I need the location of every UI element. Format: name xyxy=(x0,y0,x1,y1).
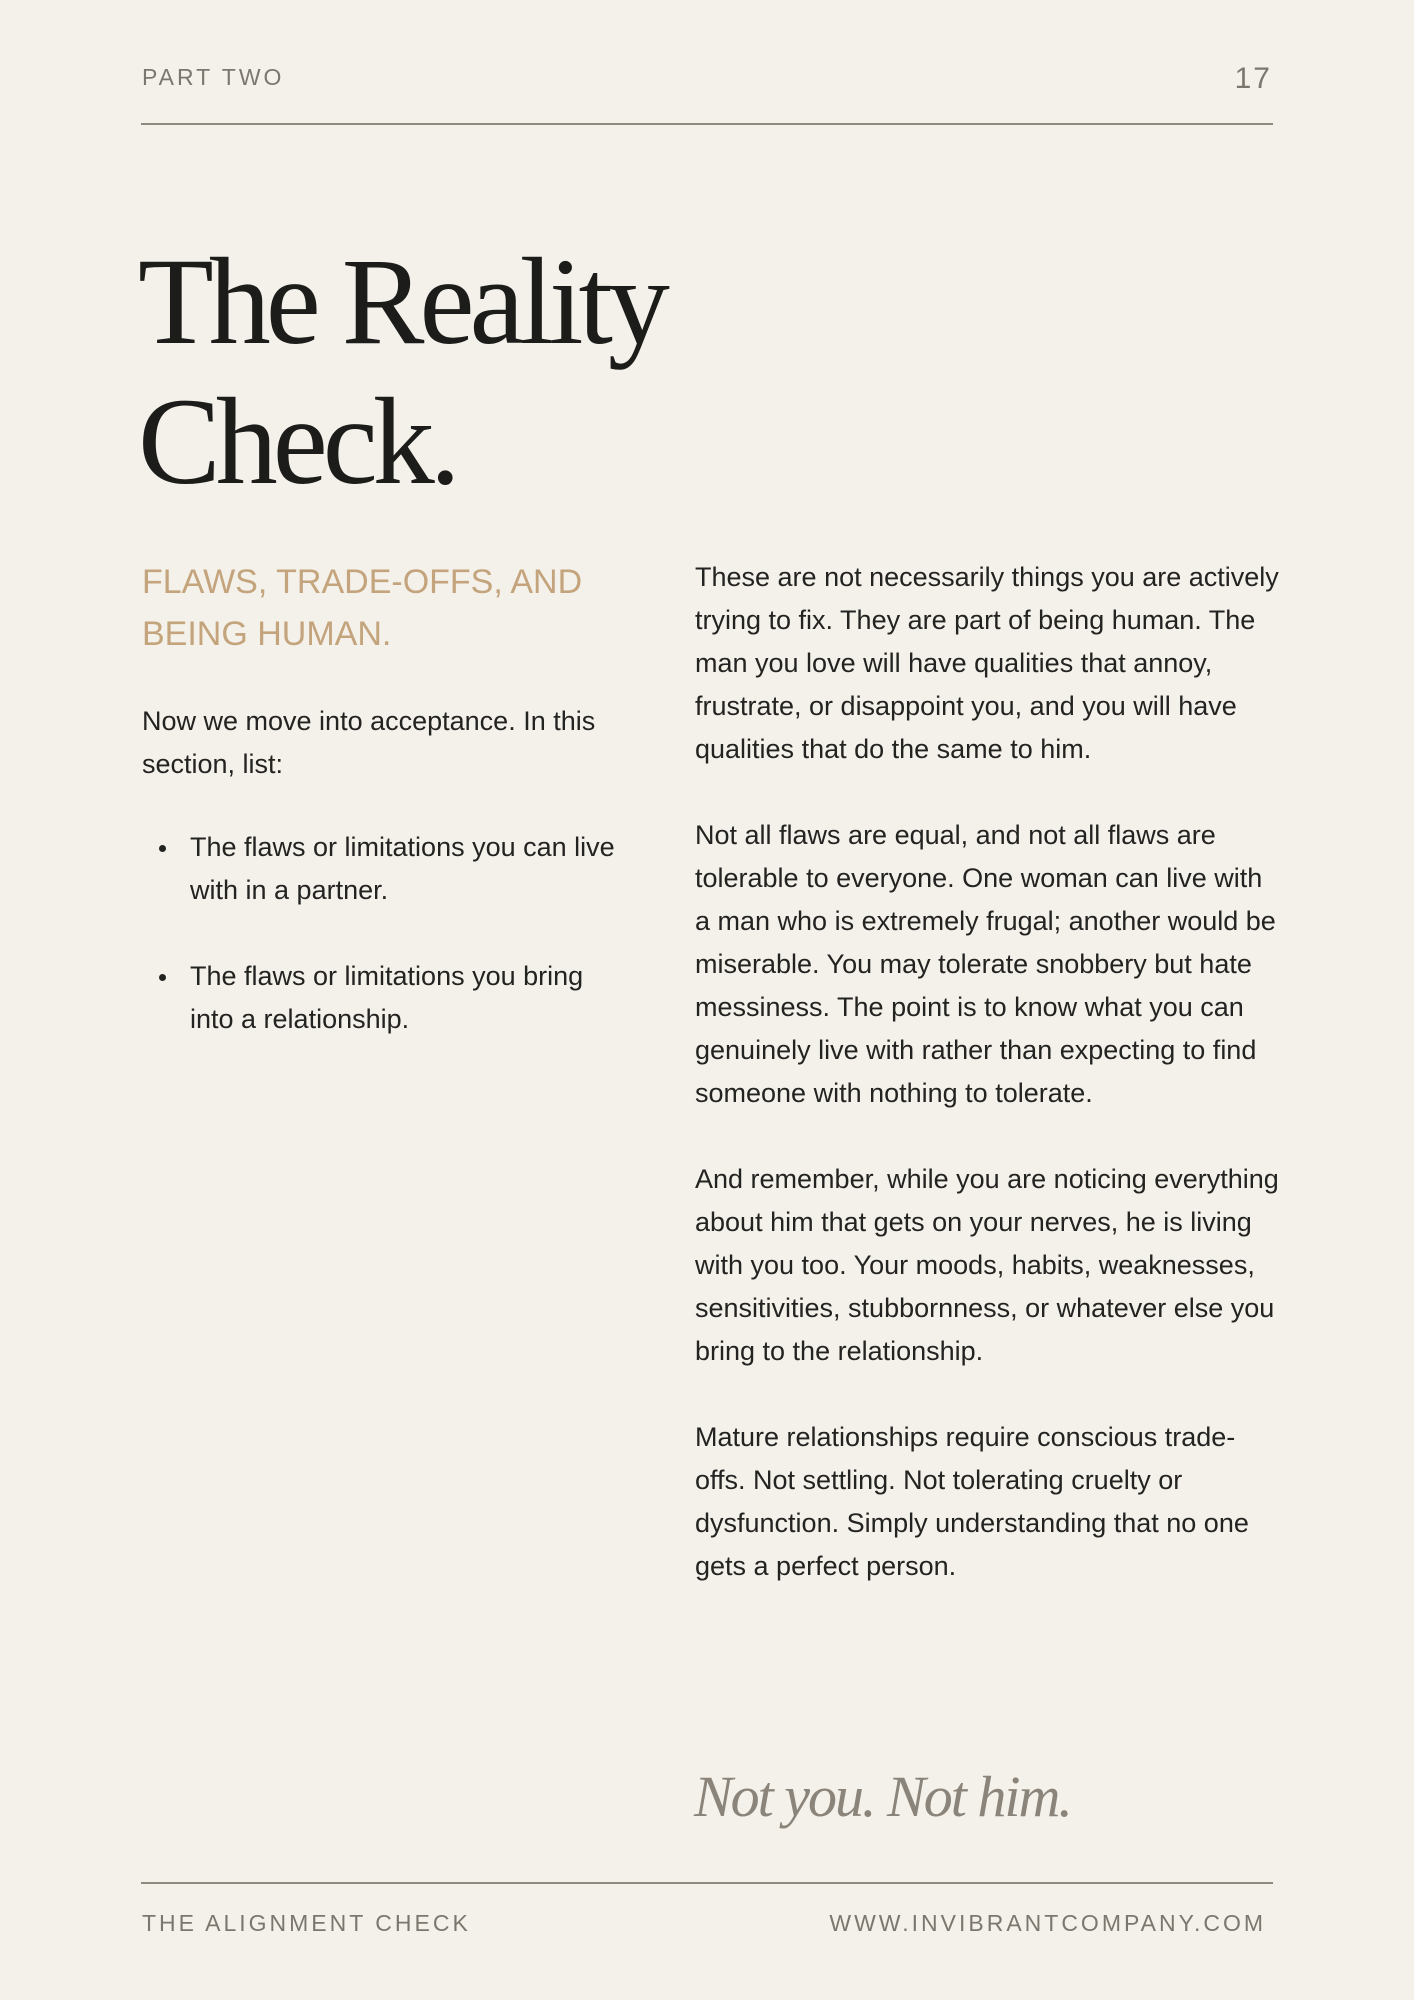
footer-divider xyxy=(141,1882,1273,1884)
page-number: 17 xyxy=(1234,62,1272,95)
body-paragraph: And remember, while you are noticing everything about him that gets on your nerves, he is living with you too. Your moods, habits, weaknesses, sensitivities, stubbornness, or whatever else you bring to the relationship. xyxy=(695,1164,1279,1366)
pull-quote: Not you. Not him. xyxy=(694,1764,1071,1829)
page-title-line-2: Check. xyxy=(138,373,456,510)
page-title xyxy=(138,232,665,512)
bullet-list xyxy=(142,826,632,1084)
footer-website: WWW.INVIBRANTCOMPANY.COM xyxy=(829,1910,1266,1936)
section-subheading: FLAWS, TRADE-OFFS, AND BEING HUMAN. xyxy=(142,563,583,653)
page-title-line-1: The Reality xyxy=(138,233,665,370)
body-paragraph: Not all flaws are equal, and not all flaws are tolerable to everyone. One woman can live with a man who is extremely frugal; another would be miserable. You may tolerate snobbery but hate messiness. The point is to know what you can genuinely live with rather than expecting to find someone with nothing to tolerate. xyxy=(695,820,1276,1108)
body-column xyxy=(695,556,1280,1631)
list-item-text: The flaws or limitations you bring into a relationship. xyxy=(190,961,584,1034)
list-item-text: The flaws or limitations you can live with in a partner. xyxy=(190,832,615,905)
footer-title: THE ALIGNMENT CHECK xyxy=(142,1910,471,1936)
section-label: PART TWO xyxy=(142,64,285,90)
bullet-icon xyxy=(159,974,166,981)
body-paragraph: These are not necessarily things you are actively trying to fix. They are part of being human. The man you love will have qualities that annoy, frustrate, or disappoint you, and you will have qualities that do the same to him. xyxy=(695,562,1279,764)
list-item xyxy=(142,826,632,912)
header-divider xyxy=(141,123,1273,125)
bullet-icon xyxy=(159,845,166,852)
body-paragraph: Mature relationships require conscious trade-offs. Not settling. Not tolerating cruelty or dysfunction. Simply understanding that no one gets a perfect person. xyxy=(695,1422,1249,1581)
intro-paragraph: Now we move into acceptance. In this section, list: xyxy=(142,706,596,779)
list-item xyxy=(142,955,632,1041)
